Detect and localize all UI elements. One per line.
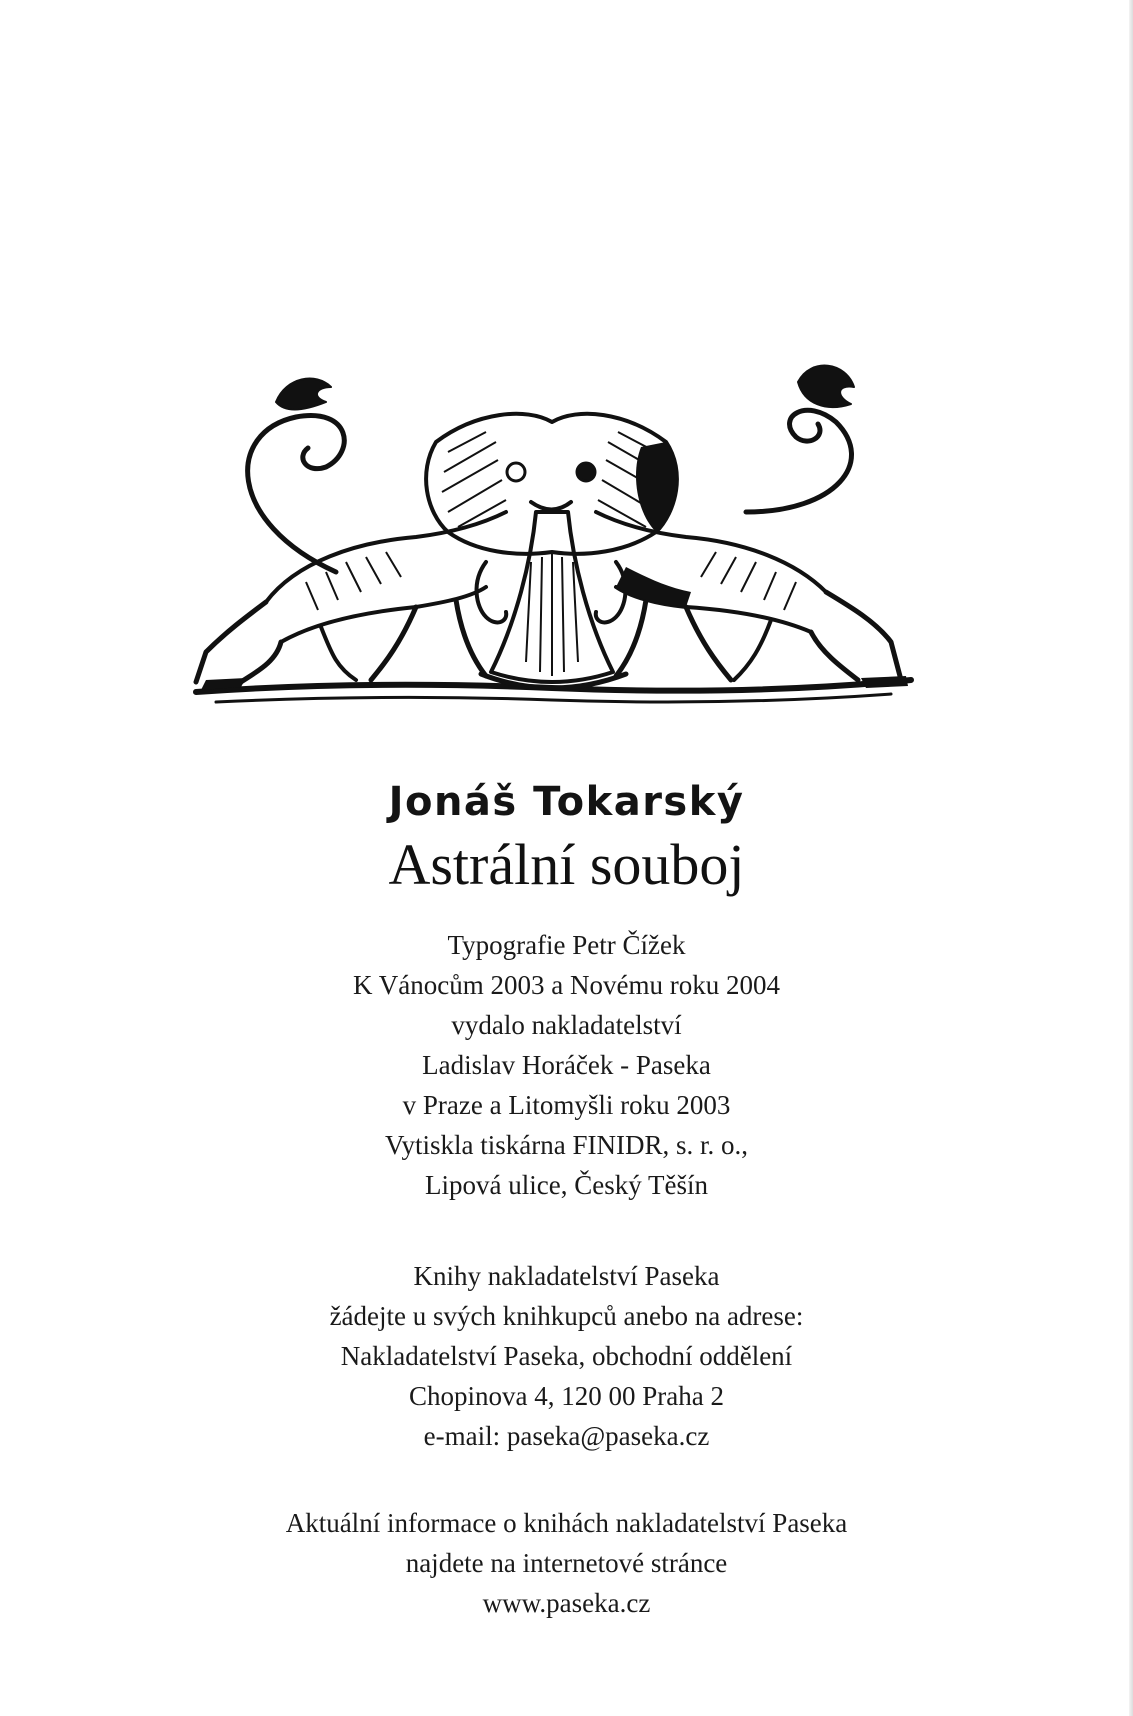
colophon-line: Lipová ulice, Český Těšín [425,1170,708,1200]
book-title: Astrální souboj [388,832,745,897]
orders-line: Nakladatelství Paseka, obchodní oddělení [340,1341,793,1371]
colophon-line: K Vánocům 2003 a Novému roku 2004 [353,970,780,1000]
colophon-line: Vytiskla tiskárna FINIDR, s. r. o., [385,1130,748,1160]
online-info-block [0,1503,1133,1623]
online-info-line: Aktuální informace o knihách nakladatelství Paseka [285,1508,848,1538]
orders-line: Knihy nakladatelství Paseka [413,1261,720,1291]
online-info-line: najdete na internetové stránce [405,1548,728,1578]
orders-block [0,1256,1133,1456]
orders-line: žádejte u svých knihkupců anebo na adrese: [329,1301,804,1331]
colophon-line: v Praze a Litomyšli roku 2003 [402,1090,731,1120]
website-url: www.paseka.cz [482,1588,651,1618]
two-lions-emblem-icon [186,362,918,734]
book-author: Jonáš Tokarský [388,779,745,825]
colophon-block [0,925,1133,1205]
colophon-line: Ladislav Horáček - Paseka [422,1050,711,1080]
colophon-line: vydalo nakladatelství [451,1010,682,1040]
colophon-line: Typografie Petr Čížek [447,930,686,960]
orders-email-line: e-mail: paseka@paseka.cz [423,1421,710,1451]
orders-address-line: Chopinova 4, 120 00 Praha 2 [409,1381,724,1411]
